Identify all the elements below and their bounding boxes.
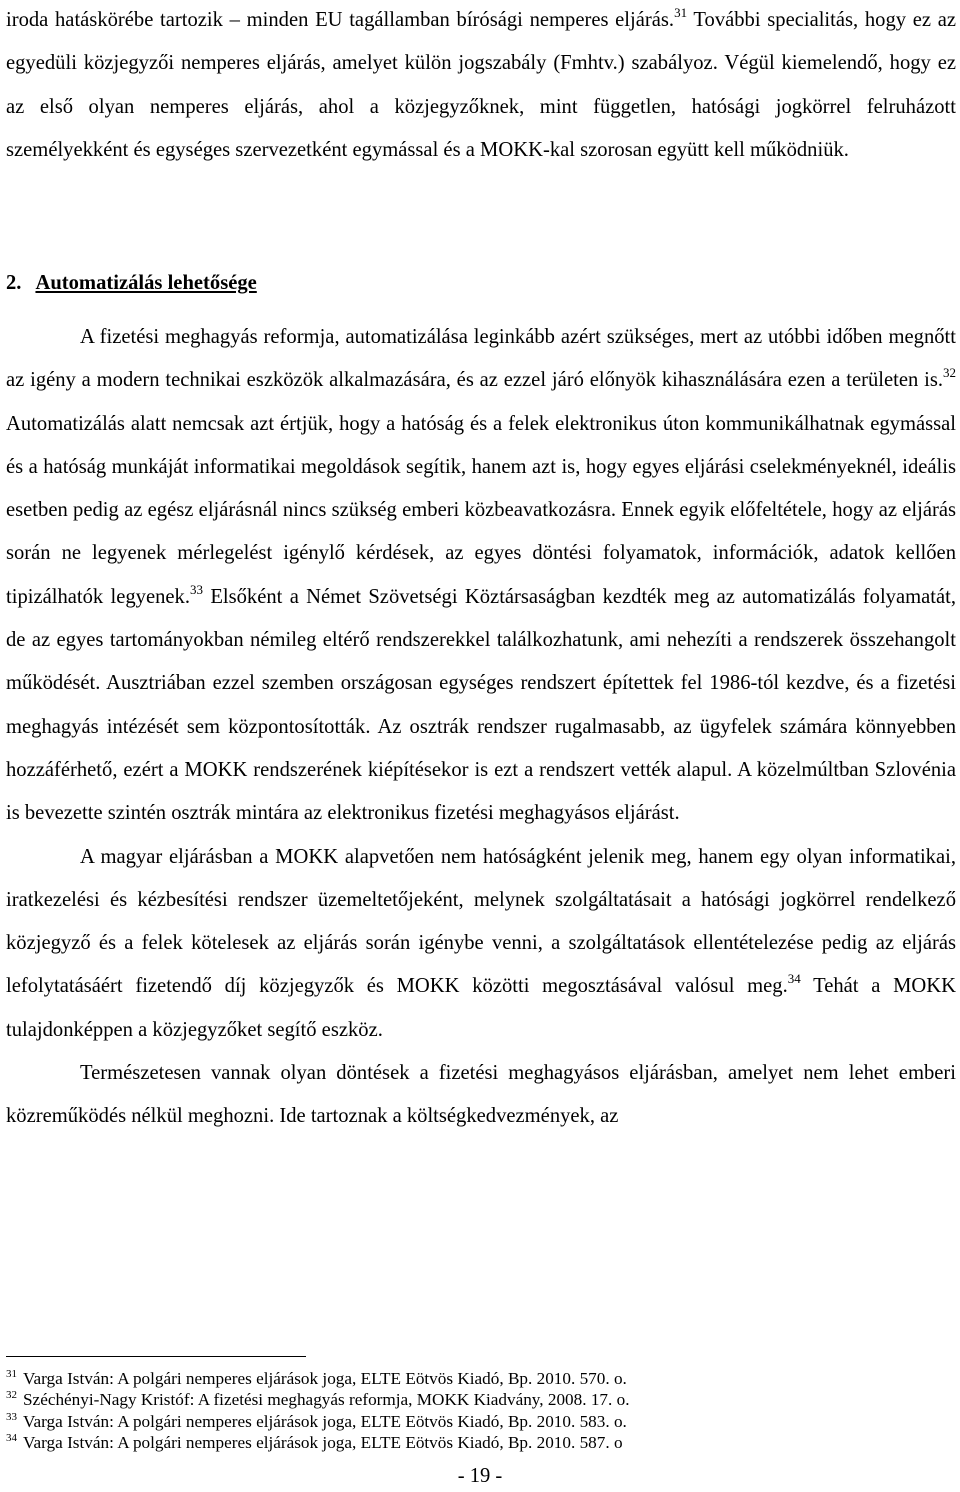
paragraph-automation [6, 316, 956, 836]
paragraph-1-text-c: Elsőként a Német Szövetségi Köztársaságban kezdték meg az automatizálás folyamatát, de az egyes tartományokban némileg eltérő rendszerekkel találkozhatunk, ami nehezíti a rendszerek összehangolt működését. Ausztriában ezzel szemben országosan egységes rendszert építettek fel 1986-tól kezdve, és a fizetési meghagyás intézését sem központosították. Az osztrák rendszer rugalmasabb, az ügyfelek számára könnyebben hozzáférhető, ezért a MOKK rendszerének kiépítésekor is ezt a rendszert vették alapul. A közelmúltban Szlovénia is bevezette szintén osztrák mintára az elektronikus fizetési meghagyásos eljárást. [6, 585, 956, 825]
footnote-ref-31[interactable]: 31 [674, 5, 688, 20]
paragraph-1-text-a: A fizetési meghagyás reformja, automatizálása leginkább azért szükséges, mert az utóbbi időben megnőtt az igény a modern technikai eszközök alkalmazására, és az ezzel járó előnyök kihasználására ezen a területen is. [6, 326, 956, 392]
footnote-number: 31 [6, 1368, 17, 1380]
footnote-34 [6, 1432, 956, 1453]
footnote-text: Széchényi-Nagy Kristóf: A fizetési meghagyás reformja, MOKK Kiadvány, 2008. 17. o. [23, 1390, 630, 1410]
footnote-text: Varga István: A polgári nemperes eljárások joga, ELTE Eötvös Kiadó, Bp. 2010. 583. o. [23, 1411, 627, 1431]
intro-paragraph [6, 0, 956, 172]
footnote-ref-34[interactable]: 34 [787, 971, 801, 987]
paragraph-1-text-b: Automatizálás alatt nemcsak azt értjük, hogy a hatóság és a felek elektronikus úton kommunikálhatnak egymással és a hatóság munkáját informatikai megoldások segítik, hanem azt is, hogy egyes eljárási cselekményeknél, ideális esetben pedig az egész eljárásnál nincs szükség emberi közbeavatkozásra. Ennek egyik előfeltétele, hogy az eljárás során ne legyenek mérlegelést igénylő kérdések, az egyes döntési folyamatok, információk, adatok kellően tipizálhatók legyenek. [6, 412, 956, 608]
footnote-number: 34 [6, 1431, 17, 1444]
page-number: - 19 - [457, 1465, 503, 1487]
footnote-ref-33[interactable]: 33 [190, 581, 204, 597]
intro-text-b: További specialitás, hogy ez az egyedüli közjegyzői nemperes eljárás, amelyet külön jogszabály (Fmhtv.) szabályoz. Végül kiemelendő, hogy ez az első olyan nemperes eljárás, ahol a közjegyzőknek, mint független, hatósági jogkörrel felruházott személyekként és egységes szervezetként egymással és a MOKK-kal szorosan együtt kell működniük. [6, 9, 957, 161]
footnote-32 [6, 1389, 956, 1410]
footnote-33 [6, 1411, 956, 1432]
paragraph-2-text-a: A magyar eljárásban a MOKK alapvetően nem hatóságként jelenik meg, hanem egy olyan informatikai, iratkezelési és kézbesítési rendszer üzemeltetőjeként, melynek szolgáltatásait a hatósági jogkörrel rendelkező közjegyző és a felek kötelesek az eljárás során igénybe venni, a szolgáltatások ellentételezése pedig az eljárás lefolytatásáért fizetendő díj közjegyzők és MOKK közötti megosztásával valósul meg. [6, 845, 956, 998]
footnotes [6, 1368, 956, 1453]
paragraph-2-text-b: Tehát a MOKK tulajdonképpen a közjegyzőket segítő eszköz. [6, 975, 956, 1041]
section-number: 2. [6, 272, 22, 294]
footnote-31 [6, 1368, 956, 1389]
footnote-text: Varga István: A polgári nemperes eljárások joga, ELTE Eötvös Kiadó, Bp. 2010. 587. o [23, 1432, 623, 1452]
footnote-number: 32 [6, 1389, 17, 1402]
footnote-separator [6, 1356, 306, 1357]
paragraph-decisions: Természetesen vannak olyan döntések a fizetési meghagyásos eljárásban, amelyet nem lehet emberi közreműködés nélkül meghozni. Ide tartoznak a költségkedvezmények, az [6, 1062, 956, 1128]
section-body [6, 316, 956, 1139]
footnote-ref-32[interactable]: 32 [943, 365, 956, 381]
paragraph-mokk [6, 836, 956, 1052]
footnote-text: Varga István: A polgári nemperes eljárások joga, ELTE Eötvös Kiadó, Bp. 2010. 570. o. [23, 1369, 627, 1388]
section-heading [6, 262, 257, 305]
footnote-number: 33 [6, 1410, 17, 1423]
intro-text-a: iroda hatáskörébe tartozik – minden EU tagállamban bírósági nemperes eljárás. [6, 9, 675, 31]
section-title: Automatizálás lehetősége [35, 272, 257, 294]
